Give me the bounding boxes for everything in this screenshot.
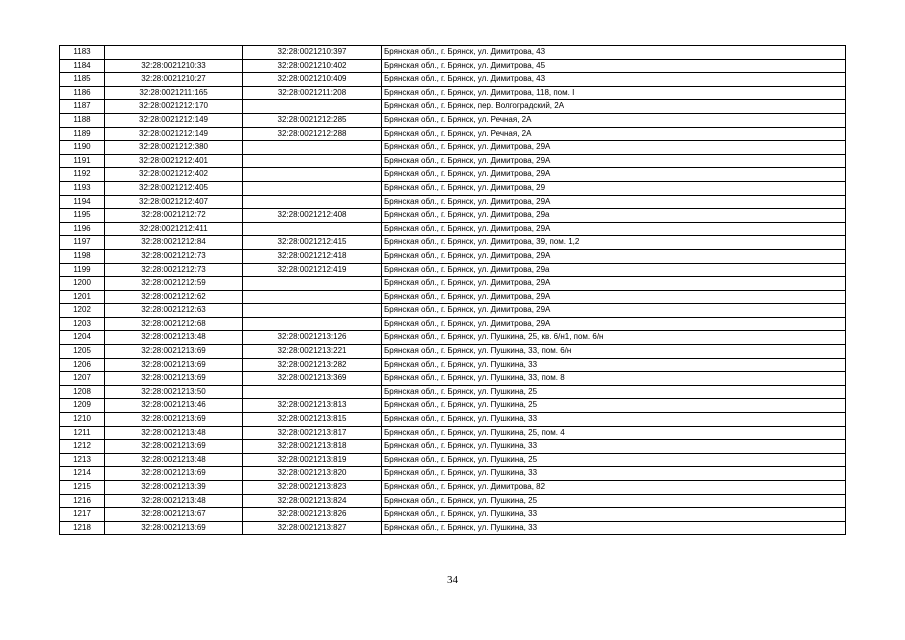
- parcel-cadastral-cell: 32:28:0021213:69: [105, 440, 243, 454]
- row-number-cell: 1192: [60, 168, 105, 182]
- parcel-cadastral-cell: 32:28:0021212:405: [105, 181, 243, 195]
- address-cell: Брянская обл., г. Брянск, ул. Пушкина, 25: [382, 399, 846, 413]
- address-cell: Брянская обл., г. Брянск, ул. Пушкина, 25, пом. 4: [382, 426, 846, 440]
- parcel-cadastral-cell: 32:28:0021213:48: [105, 331, 243, 345]
- address-cell: Брянская обл., г. Брянск, ул. Димитрова, 29А: [382, 290, 846, 304]
- parcel-cadastral-cell: 32:28:0021212:68: [105, 317, 243, 331]
- parcel-cadastral-cell: 32:28:0021213:48: [105, 453, 243, 467]
- row-number-cell: 1208: [60, 385, 105, 399]
- row-number-cell: 1217: [60, 508, 105, 522]
- row-number-cell: 1184: [60, 59, 105, 73]
- row-number-cell: 1211: [60, 426, 105, 440]
- table-row: [60, 236, 846, 250]
- table-row: [60, 263, 846, 277]
- registry-table: [59, 45, 846, 535]
- table-row: [60, 222, 846, 236]
- parcel-cadastral-cell: 32:28:0021212:402: [105, 168, 243, 182]
- parcel-cadastral-cell: 32:28:0021212:407: [105, 195, 243, 209]
- table-row: [60, 195, 846, 209]
- table-row: [60, 304, 846, 318]
- address-cell: Брянская обл., г. Брянск, ул. Димитрова, 29А: [382, 154, 846, 168]
- row-number-cell: 1190: [60, 141, 105, 155]
- parcel-cadastral-cell: 32:28:0021210:33: [105, 59, 243, 73]
- table-row: [60, 358, 846, 372]
- address-cell: Брянская обл., г. Брянск, ул. Пушкина, 33: [382, 508, 846, 522]
- parcel-cadastral-cell: 32:28:0021212:411: [105, 222, 243, 236]
- parcel-cadastral-cell: 32:28:0021213:69: [105, 467, 243, 481]
- table-row: [60, 467, 846, 481]
- address-cell: Брянская обл., г. Брянск, ул. Димитрова, 29А: [382, 222, 846, 236]
- address-cell: Брянская обл., г. Брянск, ул. Димитрова, 29А: [382, 249, 846, 263]
- parcel-cadastral-cell: 32:28:0021213:69: [105, 521, 243, 535]
- building-cadastral-cell: [243, 141, 382, 155]
- table-row: [60, 141, 846, 155]
- address-cell: Брянская обл., г. Брянск, ул. Пушкина, 33, пом. 6/н: [382, 345, 846, 359]
- row-number-cell: 1213: [60, 453, 105, 467]
- table-row: [60, 46, 846, 60]
- table-row: [60, 494, 846, 508]
- parcel-cadastral-cell: 32:28:0021212:73: [105, 249, 243, 263]
- row-number-cell: 1204: [60, 331, 105, 345]
- page-number: 34: [447, 574, 458, 586]
- table-row: [60, 86, 846, 100]
- address-cell: Брянская обл., г. Брянск, ул. Пушкина, 33: [382, 521, 846, 535]
- address-cell: Брянская обл., г. Брянск, ул. Пушкина, 25, кв. 6/н1, пом. 6/н: [382, 331, 846, 345]
- table-row: [60, 59, 846, 73]
- building-cadastral-cell: 32:28:0021213:818: [243, 440, 382, 454]
- building-cadastral-cell: 32:28:0021212:419: [243, 263, 382, 277]
- row-number-cell: 1186: [60, 86, 105, 100]
- parcel-cadastral-cell: 32:28:0021212:72: [105, 209, 243, 223]
- building-cadastral-cell: 32:28:0021211:208: [243, 86, 382, 100]
- building-cadastral-cell: 32:28:0021213:819: [243, 453, 382, 467]
- parcel-cadastral-cell: 32:28:0021213:69: [105, 413, 243, 427]
- row-number-cell: 1195: [60, 209, 105, 223]
- building-cadastral-cell: 32:28:0021213:815: [243, 413, 382, 427]
- building-cadastral-cell: 32:28:0021213:126: [243, 331, 382, 345]
- parcel-cadastral-cell: 32:28:0021212:401: [105, 154, 243, 168]
- building-cadastral-cell: 32:28:0021213:820: [243, 467, 382, 481]
- row-number-cell: 1189: [60, 127, 105, 141]
- table-row: [60, 100, 846, 114]
- parcel-cadastral-cell: [105, 46, 243, 60]
- address-cell: Брянская обл., г. Брянск, ул. Пушкина, 33: [382, 358, 846, 372]
- building-cadastral-cell: [243, 154, 382, 168]
- table-row: [60, 440, 846, 454]
- table-row: [60, 249, 846, 263]
- row-number-cell: 1200: [60, 277, 105, 291]
- building-cadastral-cell: [243, 290, 382, 304]
- table-row: [60, 154, 846, 168]
- parcel-cadastral-cell: 32:28:0021212:170: [105, 100, 243, 114]
- building-cadastral-cell: 32:28:0021212:408: [243, 209, 382, 223]
- table-row: [60, 508, 846, 522]
- table-row: [60, 453, 846, 467]
- building-cadastral-cell: [243, 100, 382, 114]
- building-cadastral-cell: [243, 385, 382, 399]
- row-number-cell: 1206: [60, 358, 105, 372]
- row-number-cell: 1201: [60, 290, 105, 304]
- parcel-cadastral-cell: 32:28:0021213:48: [105, 426, 243, 440]
- building-cadastral-cell: 32:28:0021213:369: [243, 372, 382, 386]
- building-cadastral-cell: [243, 195, 382, 209]
- table-row: [60, 331, 846, 345]
- row-number-cell: 1216: [60, 494, 105, 508]
- table-row: [60, 127, 846, 141]
- building-cadastral-cell: 32:28:0021213:824: [243, 494, 382, 508]
- address-cell: Брянская обл., г. Брянск, ул. Димитрова, 39, пом. 1,2: [382, 236, 846, 250]
- parcel-cadastral-cell: 32:28:0021212:63: [105, 304, 243, 318]
- row-number-cell: 1215: [60, 481, 105, 495]
- address-cell: Брянская обл., г. Брянск, ул. Димитрова, 43: [382, 46, 846, 60]
- building-cadastral-cell: [243, 304, 382, 318]
- building-cadastral-cell: 32:28:0021212:418: [243, 249, 382, 263]
- address-cell: Брянская обл., г. Брянск, ул. Пушкина, 33, пом. 8: [382, 372, 846, 386]
- row-number-cell: 1210: [60, 413, 105, 427]
- parcel-cadastral-cell: 32:28:0021211:165: [105, 86, 243, 100]
- row-number-cell: 1209: [60, 399, 105, 413]
- building-cadastral-cell: 32:28:0021213:827: [243, 521, 382, 535]
- row-number-cell: 1191: [60, 154, 105, 168]
- row-number-cell: 1199: [60, 263, 105, 277]
- table-row: [60, 385, 846, 399]
- address-cell: Брянская обл., г. Брянск, ул. Димитрова, 82: [382, 481, 846, 495]
- building-cadastral-cell: 32:28:0021210:409: [243, 73, 382, 87]
- parcel-cadastral-cell: 32:28:0021213:69: [105, 358, 243, 372]
- row-number-cell: 1187: [60, 100, 105, 114]
- building-cadastral-cell: 32:28:0021210:402: [243, 59, 382, 73]
- address-cell: Брянская обл., г. Брянск, пер. Волгоградский, 2А: [382, 100, 846, 114]
- parcel-cadastral-cell: 32:28:0021213:39: [105, 481, 243, 495]
- row-number-cell: 1197: [60, 236, 105, 250]
- row-number-cell: 1203: [60, 317, 105, 331]
- row-number-cell: 1185: [60, 73, 105, 87]
- parcel-cadastral-cell: 32:28:0021212:73: [105, 263, 243, 277]
- parcel-cadastral-cell: 32:28:0021213:50: [105, 385, 243, 399]
- building-cadastral-cell: [243, 317, 382, 331]
- row-number-cell: 1198: [60, 249, 105, 263]
- table-row: [60, 521, 846, 535]
- parcel-cadastral-cell: 32:28:0021210:27: [105, 73, 243, 87]
- table-row: [60, 168, 846, 182]
- address-cell: Брянская обл., г. Брянск, ул. Димитрова, 29а: [382, 263, 846, 277]
- row-number-cell: 1194: [60, 195, 105, 209]
- table-row: [60, 481, 846, 495]
- building-cadastral-cell: 32:28:0021210:397: [243, 46, 382, 60]
- address-cell: Брянская обл., г. Брянск, ул. Димитрова, 29А: [382, 168, 846, 182]
- address-cell: Брянская обл., г. Брянск, ул. Речная, 2А: [382, 113, 846, 127]
- row-number-cell: 1188: [60, 113, 105, 127]
- building-cadastral-cell: 32:28:0021213:817: [243, 426, 382, 440]
- address-cell: Брянская обл., г. Брянск, ул. Димитрова, 29А: [382, 304, 846, 318]
- table-row: [60, 181, 846, 195]
- address-cell: Брянская обл., г. Брянск, ул. Димитрова, 29А: [382, 141, 846, 155]
- table-row: [60, 277, 846, 291]
- parcel-cadastral-cell: 32:28:0021213:69: [105, 345, 243, 359]
- parcel-cadastral-cell: 32:28:0021212:62: [105, 290, 243, 304]
- parcel-cadastral-cell: 32:28:0021213:67: [105, 508, 243, 522]
- building-cadastral-cell: [243, 168, 382, 182]
- address-cell: Брянская обл., г. Брянск, ул. Димитрова, 29А: [382, 277, 846, 291]
- table-row: [60, 372, 846, 386]
- building-cadastral-cell: [243, 277, 382, 291]
- parcel-cadastral-cell: 32:28:0021212:380: [105, 141, 243, 155]
- address-cell: Брянская обл., г. Брянск, ул. Димитрова, 43: [382, 73, 846, 87]
- table-row: [60, 317, 846, 331]
- parcel-cadastral-cell: 32:28:0021212:149: [105, 127, 243, 141]
- table-row: [60, 399, 846, 413]
- address-cell: Брянская обл., г. Брянск, ул. Димитрова, 29А: [382, 317, 846, 331]
- building-cadastral-cell: 32:28:0021213:282: [243, 358, 382, 372]
- row-number-cell: 1183: [60, 46, 105, 60]
- building-cadastral-cell: 32:28:0021212:285: [243, 113, 382, 127]
- building-cadastral-cell: 32:28:0021212:288: [243, 127, 382, 141]
- row-number-cell: 1196: [60, 222, 105, 236]
- table-row: [60, 290, 846, 304]
- row-number-cell: 1205: [60, 345, 105, 359]
- parcel-cadastral-cell: 32:28:0021213:69: [105, 372, 243, 386]
- registry-table-body: [60, 46, 846, 535]
- address-cell: Брянская обл., г. Брянск, ул. Пушкина, 25: [382, 385, 846, 399]
- address-cell: Брянская обл., г. Брянск, ул. Речная, 2А: [382, 127, 846, 141]
- address-cell: Брянская обл., г. Брянск, ул. Димитрова, 118, пом. I: [382, 86, 846, 100]
- row-number-cell: 1193: [60, 181, 105, 195]
- parcel-cadastral-cell: 32:28:0021213:48: [105, 494, 243, 508]
- address-cell: Брянская обл., г. Брянск, ул. Пушкина, 33: [382, 440, 846, 454]
- address-cell: Брянская обл., г. Брянск, ул. Пушкина, 25: [382, 494, 846, 508]
- address-cell: Брянская обл., г. Брянск, ул. Димитрова, 29А: [382, 195, 846, 209]
- building-cadastral-cell: [243, 222, 382, 236]
- table-row: [60, 209, 846, 223]
- address-cell: Брянская обл., г. Брянск, ул. Пушкина, 25: [382, 453, 846, 467]
- address-cell: Брянская обл., г. Брянск, ул. Пушкина, 33: [382, 413, 846, 427]
- building-cadastral-cell: 32:28:0021213:221: [243, 345, 382, 359]
- building-cadastral-cell: 32:28:0021213:813: [243, 399, 382, 413]
- building-cadastral-cell: 32:28:0021213:826: [243, 508, 382, 522]
- parcel-cadastral-cell: 32:28:0021212:59: [105, 277, 243, 291]
- table-row: [60, 426, 846, 440]
- address-cell: Брянская обл., г. Брянск, ул. Пушкина, 33: [382, 467, 846, 481]
- parcel-cadastral-cell: 32:28:0021212:84: [105, 236, 243, 250]
- table-row: [60, 73, 846, 87]
- building-cadastral-cell: 32:28:0021213:823: [243, 481, 382, 495]
- row-number-cell: 1202: [60, 304, 105, 318]
- row-number-cell: 1214: [60, 467, 105, 481]
- row-number-cell: 1207: [60, 372, 105, 386]
- row-number-cell: 1212: [60, 440, 105, 454]
- row-number-cell: 1218: [60, 521, 105, 535]
- building-cadastral-cell: [243, 181, 382, 195]
- table-row: [60, 345, 846, 359]
- parcel-cadastral-cell: 32:28:0021213:46: [105, 399, 243, 413]
- address-cell: Брянская обл., г. Брянск, ул. Димитрова, 45: [382, 59, 846, 73]
- table-row: [60, 413, 846, 427]
- address-cell: Брянская обл., г. Брянск, ул. Димитрова, 29: [382, 181, 846, 195]
- parcel-cadastral-cell: 32:28:0021212:149: [105, 113, 243, 127]
- building-cadastral-cell: 32:28:0021212:415: [243, 236, 382, 250]
- address-cell: Брянская обл., г. Брянск, ул. Димитрова, 29а: [382, 209, 846, 223]
- table-row: [60, 113, 846, 127]
